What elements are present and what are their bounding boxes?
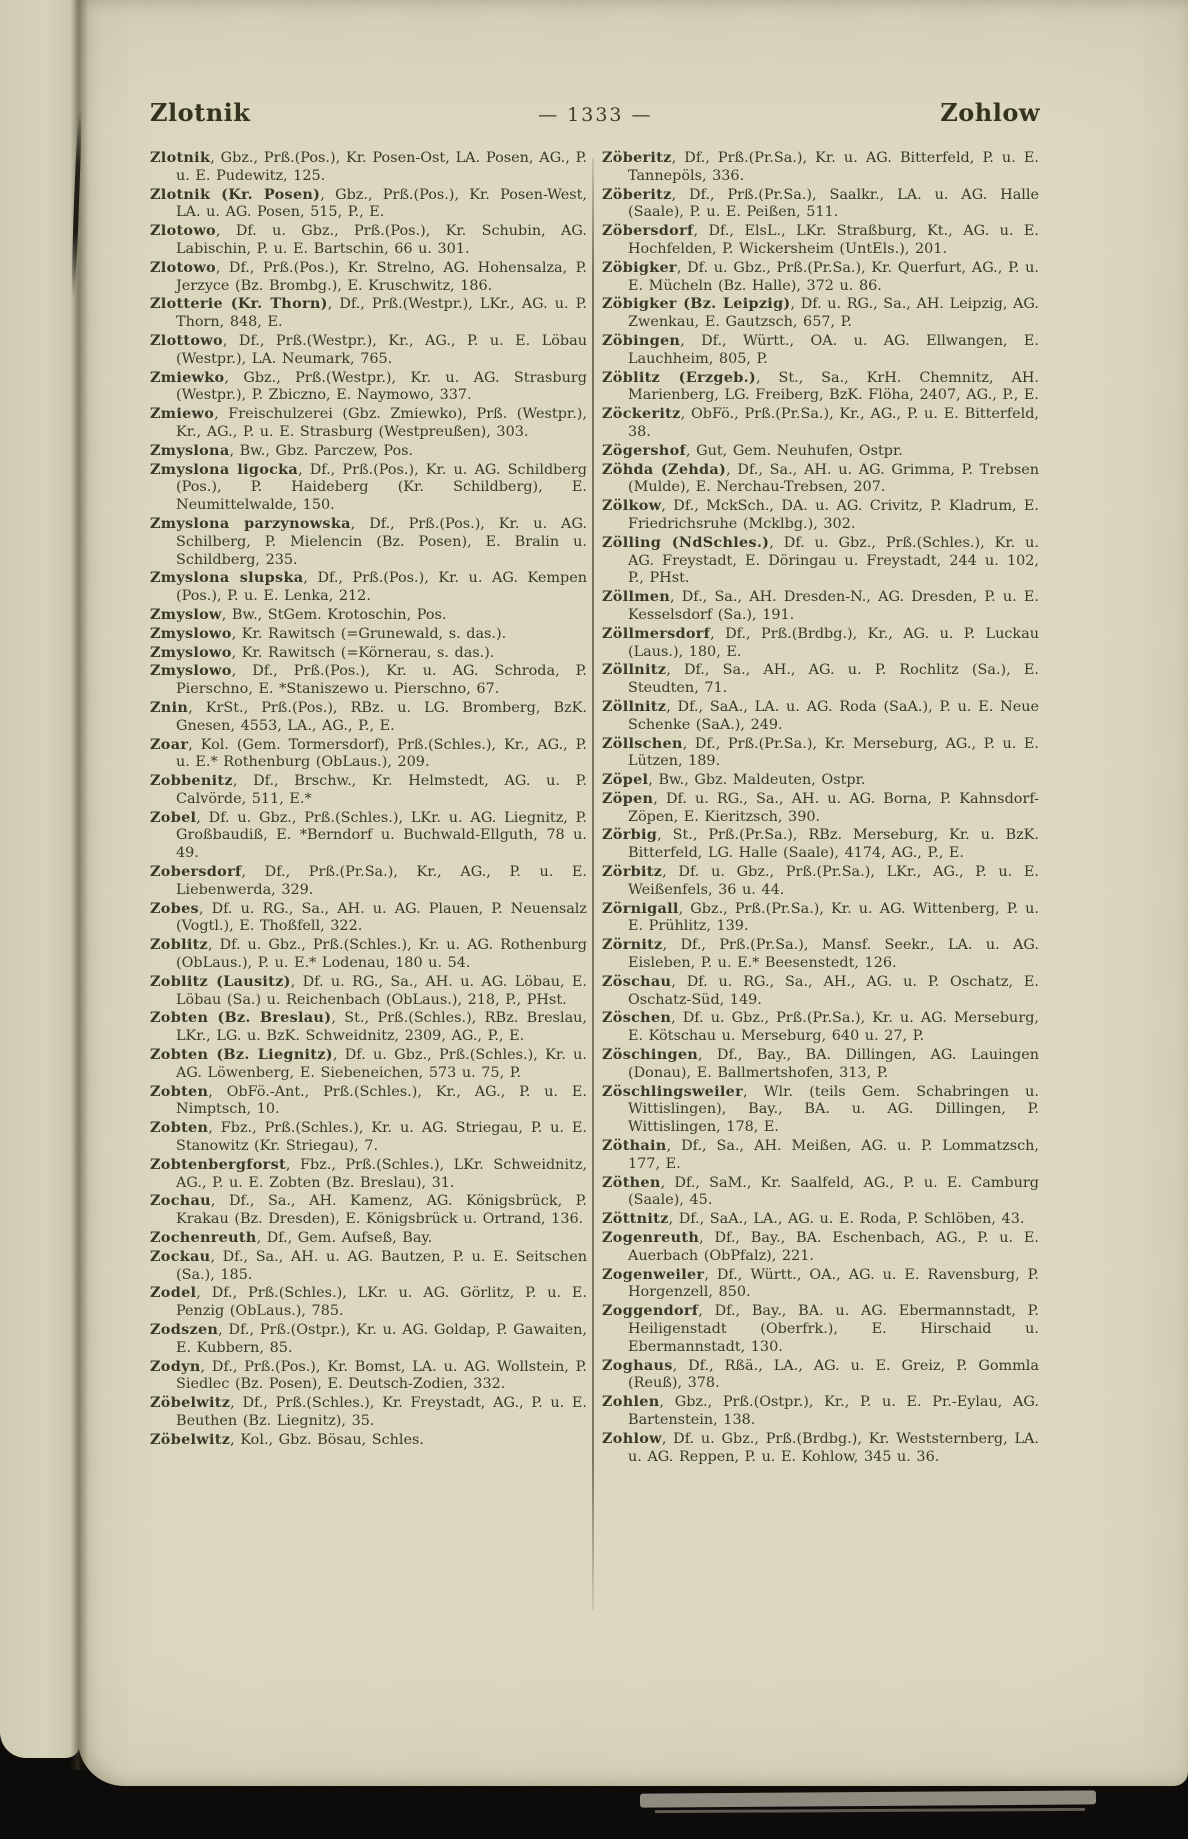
entry [150,442,587,461]
entry-text: , Df., SaA., LA. u. AG. Roda (SaA.), P. u. E. Neue Schenke (SaA.), 249. [628,698,1039,733]
entries-column-left [150,149,587,1450]
entry [150,461,587,515]
entry-text: , Df. u. RG., Sa., AH., AG. u. P. Oschatz, E. Oschatz-Süd, 149. [628,973,1039,1008]
header-keyword-left: Zlotnik [150,98,251,127]
entry [602,405,1039,442]
entry [150,900,587,937]
entry-headword: Zoggendorf [602,1302,699,1320]
entry [602,1137,1039,1174]
entry [150,149,587,186]
entry-text: , St., Prß.(Schles.), RBz. Breslau, LKr., LG. u. BzK. Schweidnitz, 2309, AG., P., E. [176,1010,587,1045]
entry-headword: Zohlow [602,1429,662,1447]
running-header [150,98,1040,127]
entry-text: , Df., Rßä., LA., AG. u. E. Greiz, P. Gommla (Reuß), 378. [628,1357,1039,1392]
entry [150,405,587,442]
entry [150,1358,587,1395]
entry-text: , Bw., Gbz. Parczew, Pos. [229,442,414,459]
entry-text: , Bw., Gbz. Maldeuten, Ostpr. [648,772,866,789]
entry [150,662,587,699]
entry-text: , Df. u. Gbz., Prß.(Pr.Sa.), Kr. u. AG. Merseburg, E. Kötschau u. Merseburg, 640 u. 27, P. [628,1010,1039,1045]
entry-headword: Zohlen [602,1393,660,1411]
entry-headword: Zörnitz [602,936,663,954]
entry-text: , Df., Bay., BA. Eschenbach, AG., P. u. E. Auerbach (ObPfalz), 221. [628,1230,1039,1264]
entry-headword: Zöllnitz [602,661,667,679]
entry-text: , Df., Sa., AH., AG. u. P. Rochlitz (Sa.), E. Steudten, 71. [628,662,1039,697]
entry-text: , Df., SaM., Kr. Saalfeld, AG., P. u. E. Camburg (Saale), 45. [628,1174,1039,1209]
entry-headword: Zlotnik [150,149,211,166]
entry-headword: Zöhda (Zehda) [602,460,727,478]
entry-headword: Zöllnitz [602,697,667,715]
entry-text: , Df., Prß.(Pos.), Kr. Bomst, LA. u. AG. Wollstein, P. Siedlec (Bz. Posen), E. Deutsch-Zodien, 332. [176,1358,587,1393]
entry-headword: Zögershof [602,441,686,459]
entry-headword: Zölkow [602,497,662,515]
entry [150,1156,587,1193]
entry-headword: Zoblitz (Lausitz) [150,972,291,990]
entry-text: , Kol., Gbz. Bösau, Schles. [230,1431,424,1448]
entry [150,644,587,663]
entry-text: , Df., Prß.(Westpr.), LKr., AG. u. P. Thorn, 848, E. [176,296,587,331]
entry [150,1046,587,1083]
entry-headword: Zoblitz [150,936,209,954]
entry-text: , Df. u. RG., Sa., AH. u. AG. Löbau, E. Löbau (Sa.) u. Reichenbach (ObLaus.), 218, P., PHst. [176,973,587,1008]
entry-headword: Zodyn [150,1357,201,1375]
entry [602,936,1039,973]
entry-headword: Zodszen [150,1321,219,1338]
entry-headword: Zobten [150,1119,209,1137]
entry [602,295,1039,332]
entry [602,497,1039,534]
entry [150,809,587,863]
entry-headword: Zmyslowo [150,643,232,661]
entry [150,1083,587,1120]
entry-text: , Df., MckSch., DA. u. AG. Crivitz, P. Kladrum, E. Friedrichsruhe (Mcklbg.), 302. [628,498,1039,532]
book-block-edge-shadow [655,1808,1085,1813]
entry-text: , Df., Württ., OA., AG. u. E. Ravensburg, P. Horgenzell, 850. [628,1266,1039,1301]
entry-text: , Df. u. Gbz., Prß.(Schles.), Kr. u. AG. Freystadt, E. Döringau u. Freystadt, 244 u. 102, P., PHst. [628,534,1039,587]
entry-headword: Zoghaus [602,1356,673,1374]
entry [150,259,587,296]
entry-text: , Df. u. Gbz., Prß.(Brdbg.), Kr. Weststernberg, LA. u. AG. Reppen, P. u. E. Kohlow, 345 u. 36. [628,1430,1039,1465]
entry-headword: Zmyslowo [150,624,232,642]
entry-text: , Fbz., Prß.(Schles.), LKr. Schweidnitz, AG., P. u. E. Zobten (Bz. Breslau), 31. [176,1156,587,1191]
entry [602,661,1039,698]
entry-text: , ObFö.-Ant., Prß.(Schles.), Kr., AG., P. u. E. Nimptsch, 10. [176,1083,587,1118]
entry [602,332,1039,369]
entry [150,186,587,223]
entry [602,698,1039,735]
entry [150,295,587,332]
entry-text: , Df. u. Gbz., Prß.(Schles.), Kr. u. AG. Löwenberg, E. Siebeneichen, 573 u. 75, P. [176,1047,587,1081]
entry-text: , Kr. Rawitsch (=Körnerau, s. das.). [231,644,495,661]
entry [150,332,587,369]
entry-headword: Zmiewko [150,368,225,386]
entry-text: , Gut, Gem. Neuhufen, Ostpr. [685,442,903,459]
entry-headword: Zöbersdorf [602,222,694,240]
entry-headword: Zöttnitz [602,1210,669,1228]
book-block-edge [640,1790,1096,1807]
entry-headword: Zogenreuth [602,1229,700,1247]
entry [150,736,587,773]
entry-text: , Kol. (Gem. Tormersdorf), Prß.(Schles.), Kr., AG., P. u. E.* Rothenburg (ObLaus.), 209. [176,736,587,771]
entry-text: , Df., Prß.(Pos.), Kr. u. AG. Kempen (Pos.), P. u. E. Lenka, 212. [176,570,587,605]
entry-text: , Df., Prß.(Pos.), Kr. u. AG. Schilberg, P. Mielencin (Bz. Posen), E. Bralin u. Schildberg, 235. [176,515,587,568]
entry-text: , Df., Prß.(Ostpr.), Kr. u. AG. Goldap, P. Gawaiten, E. Kubbern, 85. [176,1322,587,1356]
entry-text: , Df., Prß.(Westpr.), Kr., AG., P. u. E. Löbau (Westpr.), LA. Neumark, 765. [176,332,587,367]
entry-headword: Zogenweiler [602,1265,705,1283]
entry-text: , Kr. Rawitsch (=Grunewald, s. das.). [231,625,507,642]
entry-text: , St., Prß.(Pr.Sa.), RBz. Merseburg, Kr. u. BzK. Bitterfeld, LG. Halle (Saale), 4174, AG., P., E. [628,827,1039,862]
entry [602,771,1039,790]
entry-headword: Zöschingen [602,1046,699,1064]
entry-headword: Zobtenbergforst [150,1155,286,1173]
entry-headword: Zöbingen [602,331,681,349]
entry [150,1284,587,1321]
entry-headword: Zöthen [602,1173,661,1191]
entry [602,1302,1039,1356]
entry-headword: Zöllmen [602,588,670,606]
entry-text: , Df. u. Gbz., Prß.(Schles.), LKr. u. AG. Liegnitz, P. Großbaudiß, E. *Berndorf u. Buchwald-Ellguth, 78 u. 49. [176,809,587,862]
entry-headword: Zobten [150,1082,209,1100]
entry-headword: Zobersdorf [150,863,242,881]
entry-text: , Df., Prß.(Pr.Sa.), Kr., AG., P. u. E. Liebenwerda, 329. [176,864,587,898]
entry-text: , Df., Prß.(Brdbg.), Kr., AG. u. P. Luckau (Laus.), 180, E. [628,625,1039,660]
entry [602,1174,1039,1211]
entry-text: , Freischulzerei (Gbz. Zmiewko), Prß. (Westpr.), Kr., AG., P. u. E. Strasburg (Westpreußen), 303. [176,406,587,440]
entry-headword: Zöpel [602,771,649,789]
entry-text: , Df., Prß.(Pr.Sa.), Saalkr., LA. u. AG. Halle (Saale), P. u. E. Peißen, 511. [628,186,1039,221]
entry [602,1229,1039,1266]
entry-text: , Gbz., Prß.(Pos.), Kr. Posen-Ost, LA. Posen, AG., P. u. E. Pudewitz, 125. [176,150,587,184]
entry-text: , Df., Württ., OA. u. AG. Ellwangen, E. Lauchheim, 805, P. [628,332,1039,367]
entry-headword: Zmiewo [150,405,215,423]
entry-headword: Zöbelwitz [150,1394,231,1412]
entry [150,1192,587,1229]
entry-headword: Zöberitz [602,149,672,166]
entry-headword: Zöckeritz [602,405,681,423]
entry [150,973,587,1010]
entry-text: , Df. u. Gbz., Prß.(Pr.Sa.), Kr. Querfurt, AG., P. u. E. Mücheln (Bz. Halle), 372 u. 86. [628,259,1039,294]
entry-text: , Df., SaA., LA., AG. u. E. Roda, P. Schlöben, 43. [668,1211,1025,1228]
entry-text: , Df., Prß.(Schles.), Kr. Freystadt, AG., P. u. E. Beuthen (Bz. Liegnitz), 35. [176,1395,587,1429]
entry-text: , Df., Prß.(Pr.Sa.), Kr. Merseburg, AG., P. u. E. Lützen, 189. [628,735,1039,770]
entry-text: , Bw., StGem. Krotoschin, Pos. [221,606,447,623]
entry-headword: Zörbitz [602,863,663,881]
entry [602,534,1039,588]
entry [150,1321,587,1358]
entry-headword: Zölling (NdSchles.) [602,533,770,551]
page-number: — 1333 — [538,104,653,126]
entry-headword: Zöthain [602,1137,667,1155]
entry [150,569,587,606]
entry-headword: Zmyslona ligocka [150,460,299,478]
entry [602,1430,1039,1467]
entry-headword: Zörnigall [602,899,679,917]
entry [602,900,1039,937]
entry [150,1229,587,1248]
entry [150,606,587,625]
entry-headword: Zöpen [602,789,654,807]
entry-headword: Zöberitz [602,185,672,203]
entry [150,936,587,973]
entry-text: , KrSt., Prß.(Pos.), RBz. u. LG. Bromberg, BzK. Gnesen, 4553, LA., AG., P., E. [176,699,587,734]
entry [602,973,1039,1010]
entry [602,790,1039,827]
entry [602,863,1039,900]
entry-text: , Df. u. Gbz., Prß.(Pos.), Kr. Schubin, AG. Labischin, P. u. E. Bartschin, 66 u. 301. [176,223,587,257]
entry [150,222,587,259]
entry-headword: Znin [150,698,189,716]
entry-text: , Df., Sa., AH. u. AG. Bautzen, P. u. E. Seitschen (Sa.), 185. [176,1248,587,1283]
entry-headword: Zockau [150,1247,211,1265]
entry [150,369,587,406]
entry [602,588,1039,625]
entry [602,369,1039,406]
entry-headword: Zobel [150,808,197,826]
entry [602,735,1039,772]
entry-headword: Zlotnik (Kr. Posen) [150,185,321,203]
entry [602,1083,1039,1137]
entry [150,1119,587,1156]
entry [150,1248,587,1285]
entry [602,1009,1039,1046]
entry [150,625,587,644]
column-divider-rule [592,158,594,1610]
entry-headword: Zmyslona slupska [150,569,304,587]
entry-headword: Zöbelwitz [150,1430,231,1448]
entry [150,772,587,809]
entry-headword: Zobes [150,899,199,917]
entry-headword: Zlotowo [150,222,216,240]
entry-text: , Gbz., Prß.(Pr.Sa.), Kr. u. AG. Wittenberg, P. u. E. Prühlitz, 139. [628,900,1039,935]
entry-headword: Zobten (Bz. Liegnitz) [150,1046,333,1064]
entry [150,1009,587,1046]
entry-text: , Df. u. Gbz., Prß.(Schles.), Kr. u. AG. Rothenburg (ObLaus.), P. u. E.* Lodenau, 180 u. 54. [176,937,587,972]
entry-headword: Zlotowo [150,258,216,276]
entry-headword: Zmyslona parzynowska [150,514,351,532]
entry-text: , Df., Prß.(Pos.), Kr. u. AG. Schroda, P. Pierschno, E. *Staniszewo u. Pierschno, 67. [176,663,587,698]
entry-text: , Df., Sa., AH. Dresden-N., AG. Dresden, P. u. E. Kesselsdorf (Sa.), 191. [628,589,1039,623]
entry-text: , Df., Prß.(Pos.), Kr. Strelno, AG. Hohensalza, P. Jerzyce (Bz. Brombg.), E. Kruschwitz, 186. [176,259,587,294]
entry-text: , Df., Prß.(Pos.), Kr. u. AG. Schildberg (Pos.), P. Haideberg (Kr. Schildberg), E. Neumittelwalde, 150. [176,461,587,514]
entry [602,1357,1039,1394]
entry-text: , Df., Sa., AH. Kamenz, AG. Königsbrück, P. Krakau (Bz. Dresden), E. Königsbrück u. Ortrand, 136. [176,1193,587,1228]
entry [602,461,1039,498]
entry-headword: Zöschen [602,1009,672,1027]
entry-text: , Df., Prß.(Schles.), LKr. u. AG. Görlitz, P. u. E. Penzig (ObLaus.), 785. [176,1285,587,1320]
entry-text: , Wlr. (teils Gem. Schabringen u. Wittislingen), Bay., BA. u. AG. Dillingen, P. Wittislingen, 178, E. [628,1083,1039,1136]
entry-headword: Zöschau [602,972,672,990]
entry-headword: Zlotterie (Kr. Thorn) [150,295,328,313]
header-keyword-right: Zohlow [940,98,1040,127]
entry-headword: Zmyslow [150,605,222,623]
entry [150,1431,587,1450]
entry-headword: Zöllmersdorf [602,624,711,642]
entry-headword: Zöllschen [602,734,683,752]
entry-headword: Zöbigker [602,258,677,276]
entry-headword: Zmyslowo [150,662,232,680]
entry-headword: Zobbenitz [150,772,233,790]
entry-text: , Df. u. RG., Sa., AH. u. AG. Borna, P. Kahnsdorf-Zöpen, E. Kieritzsch, 390. [628,790,1039,825]
entry-text: , Df., Bay., BA. Dillingen, AG. Lauingen (Donau), E. Ballmertshofen, 313, P. [628,1047,1039,1081]
entry-headword: Zochau [150,1192,211,1210]
entry-text: , Gbz., Prß.(Westpr.), Kr. u. AG. Strasburg (Westpr.), P. Zbiczno, E. Naymowo, 337. [176,369,587,404]
entry [602,1210,1039,1229]
entry [602,625,1039,662]
entry [602,1046,1039,1083]
entry [602,259,1039,296]
entry [602,826,1039,863]
entry-text: , Df., Sa., AH. Meißen, AG. u. P. Lommatzsch, 177, E. [628,1138,1039,1172]
entry-headword: Zoar [150,735,189,753]
entry [602,1393,1039,1430]
entry [602,149,1039,186]
entry-text: , Fbz., Prß.(Schles.), Kr. u. AG. Striegau, P. u. E. Stanowitz (Kr. Striegau), 7. [176,1120,587,1155]
entry [150,515,587,569]
entry-text: , St., Sa., KrH. Chemnitz, AH. Marienberg, LG. Freiberg, BzK. Flöha, 2407, AG., P., E. [628,369,1039,404]
entry-text: , Df. u. RG., Sa., AH. u. AG. Plauen, P. Neuensalz (Vogtl.), E. Thoßfell, 322. [176,900,587,935]
entry-text: , Df., Sa., AH. u. AG. Grimma, P. Trebsen (Mulde), E. Nerchau-Trebsen, 207. [628,461,1039,496]
entry-text: , Df., Brschw., Kr. Helmstedt, AG. u. P. Calvörde, 511, E.* [176,773,587,807]
entry [602,442,1039,461]
entry-text: , Gbz., Prß.(Ostpr.), Kr., P. u. E. Pr.-Eylau, AG. Bartenstein, 138. [628,1394,1039,1428]
facing-page-edge [0,0,80,1758]
entry-text: , Df., ElsL., LKr. Straßburg, Kt., AG. u. E. Hochfelden, P. Wickersheim (UntEls.), 201. [628,223,1039,257]
entry [602,222,1039,259]
entry-text: , Df., Prß.(Pr.Sa.), Mansf. Seekr., LA. u. AG. Eisleben, P. u. E.* Beesenstedt, 126. [628,937,1039,972]
entry [150,863,587,900]
entry-text: , ObFö., Prß.(Pr.Sa.), Kr., AG., P. u. E. Bitterfeld, 38. [628,406,1039,440]
entry [602,1266,1039,1303]
entry-headword: Zöblitz (Erzgeb.) [602,368,756,386]
entry-text: , Df. u. RG., Sa., AH. Leipzig, AG. Zwenkau, E. Gautzsch, 657, P. [628,296,1039,331]
entry-headword: Zöschlingsweiler [602,1082,744,1100]
entry-text: , Gbz., Prß.(Pos.), Kr. Posen-West, LA. u. AG. Posen, 515, P., E. [176,186,587,221]
entry-text: , Df., Gem. Aufseß, Bay. [256,1230,433,1247]
entry [602,186,1039,223]
entry-headword: Zodel [150,1284,197,1302]
entry-text: , Df., Prß.(Pr.Sa.), Kr. u. AG. Bitterfeld, P. u. E. Tannepöls, 336. [628,150,1039,184]
entry-headword: Zöbigker (Bz. Leipzig) [602,295,791,313]
entry-headword: Zobten (Bz. Breslau) [150,1009,332,1027]
entry-headword: Zlottowo [150,331,223,349]
entry-headword: Zochenreuth [150,1229,257,1247]
entry-text: , Df. u. Gbz., Prß.(Pr.Sa.), LKr., AG., P. u. E. Weißenfels, 36 u. 44. [628,864,1039,898]
entries-column-right [602,149,1039,1466]
entry-text: , Df., Bay., BA. u. AG. Ebermannstadt, P. Heiligenstadt (Oberfrk.), E. Hirschaid u. Ebermannstadt, 130. [628,1303,1039,1355]
entry [150,1394,587,1431]
entry-headword: Zörbig [602,826,658,844]
entry-headword: Zmyslona [150,441,230,459]
entry [150,699,587,736]
